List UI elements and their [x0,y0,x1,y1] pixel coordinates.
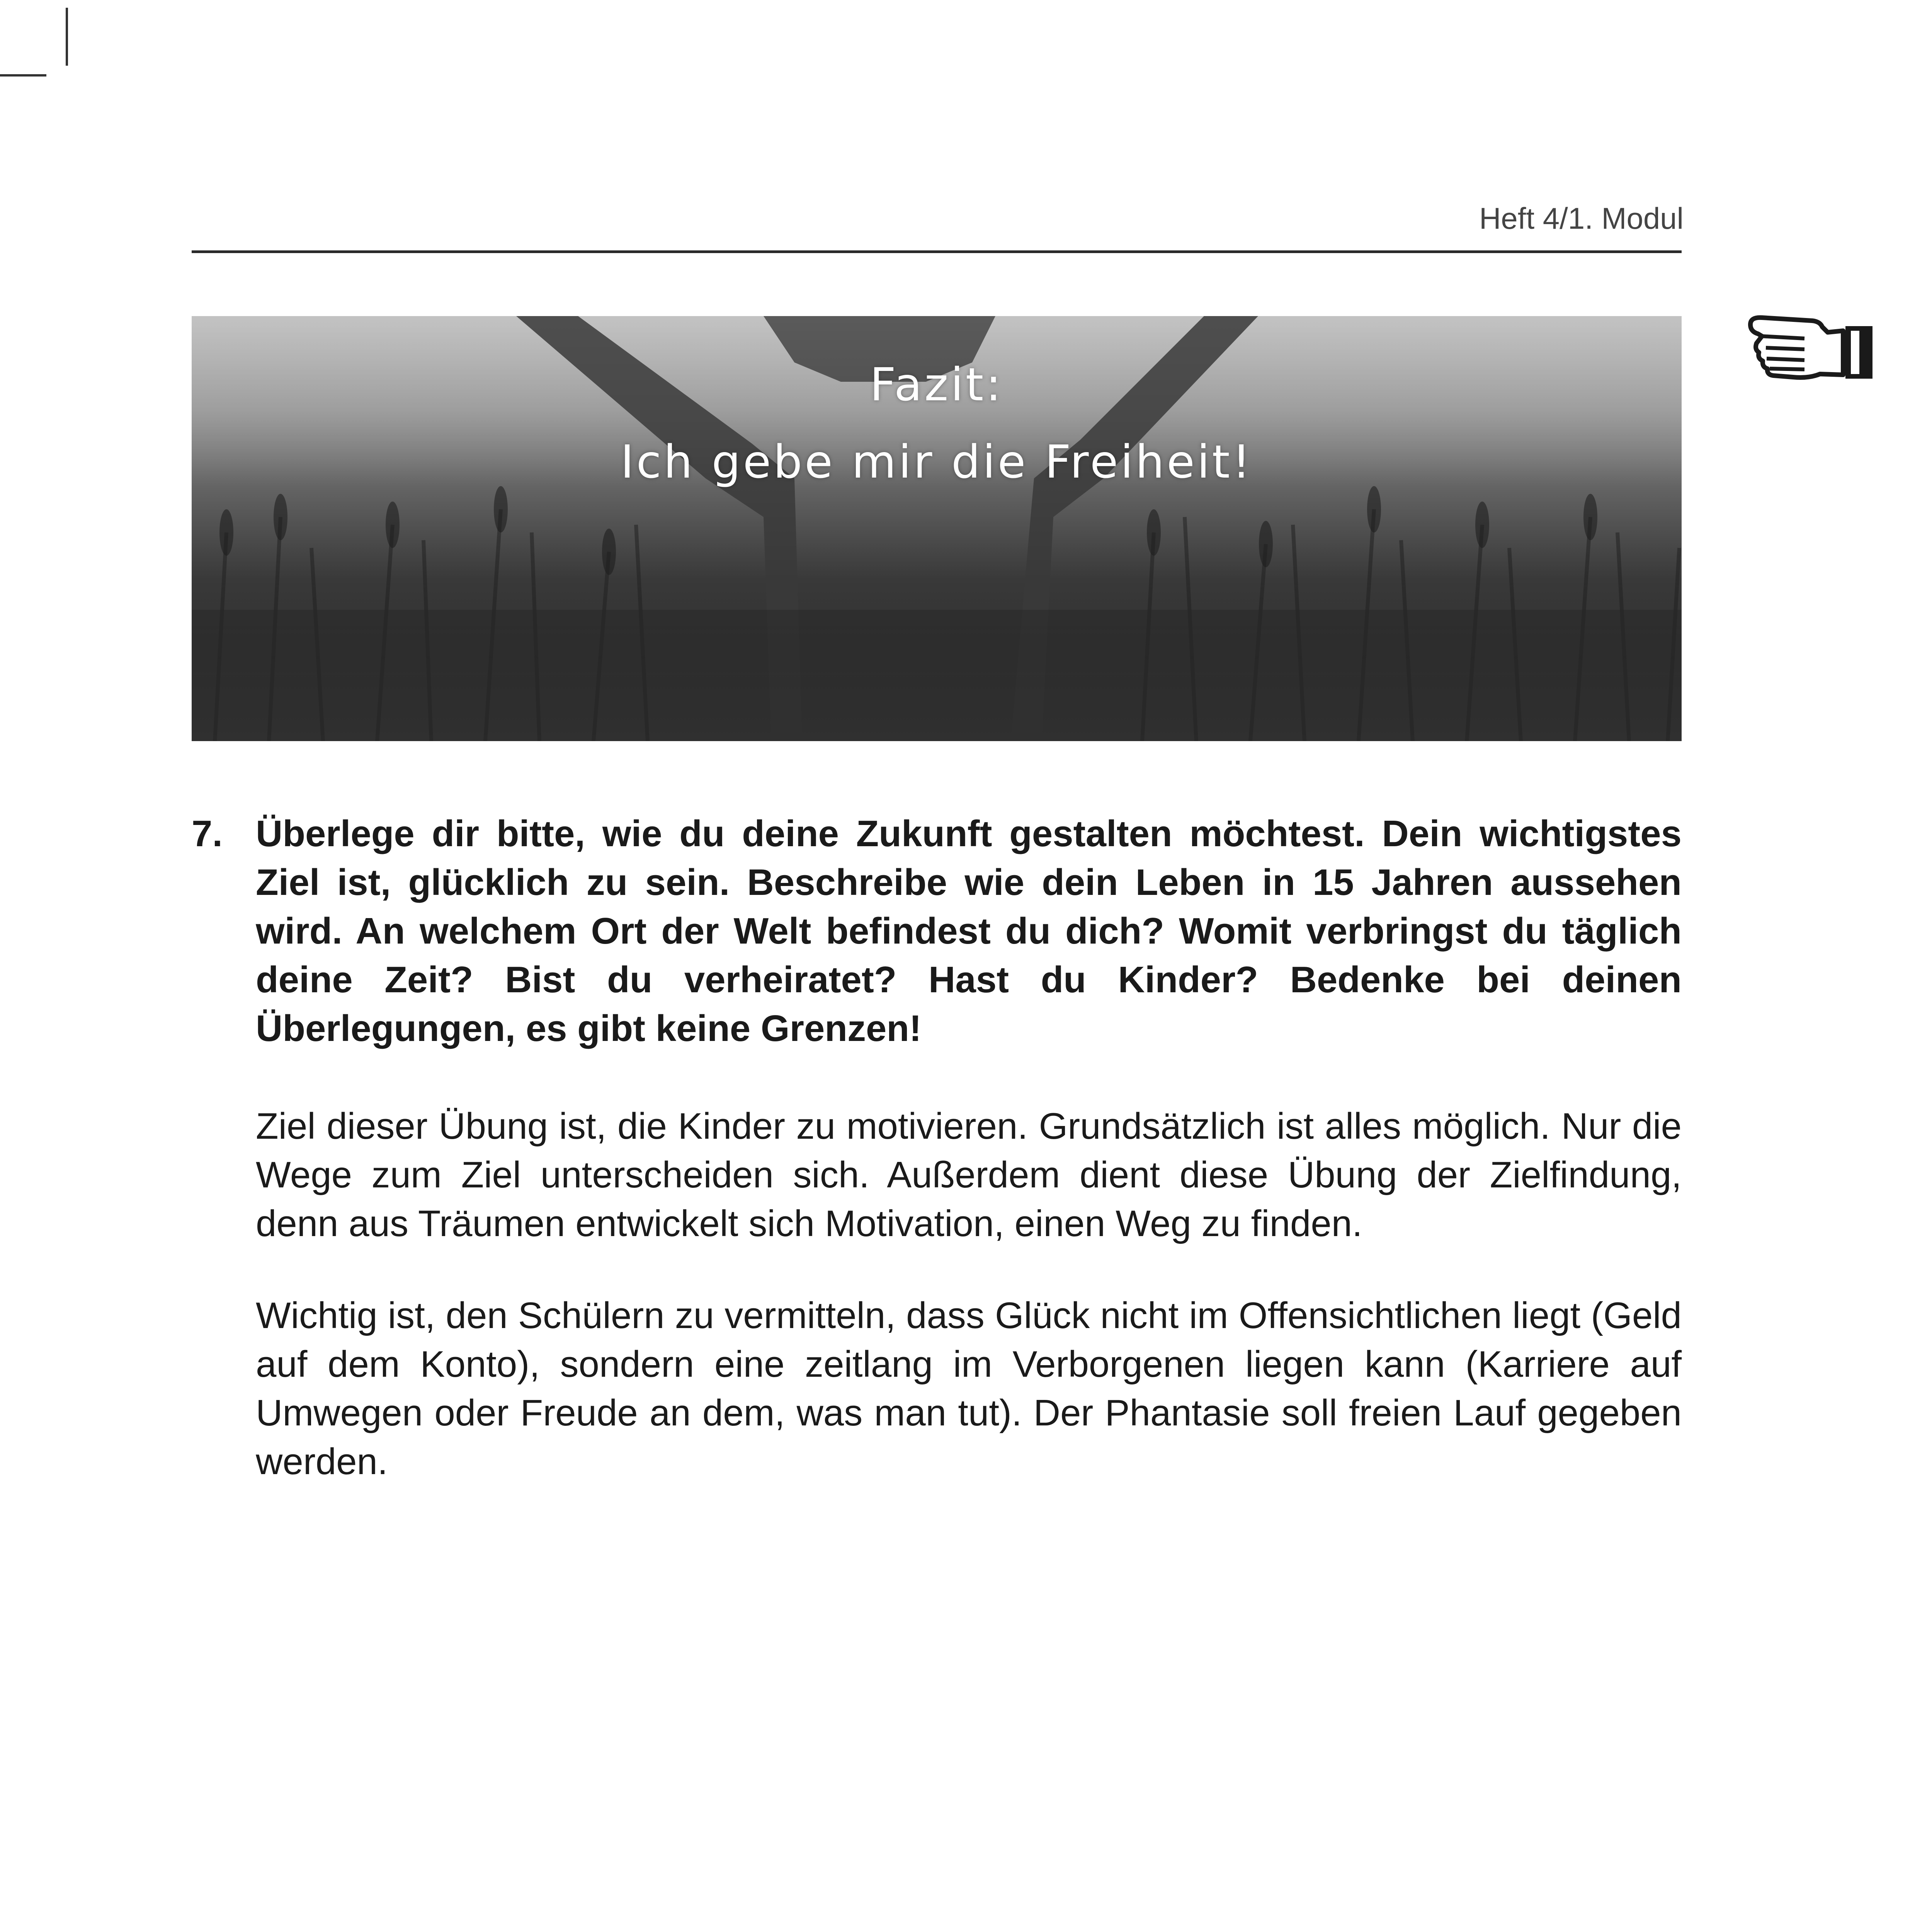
paragraph-2: Wichtig ist, den Schülern zu vermitteln, dass Glück nicht im Offensichtlichen liegt (Geld auf dem Konto), sondern eine zeitlang im Verborgenen liegen kann (Karriere auf Umwegen oder Freude an dem, was man tut). Der Phantasie soll freien Lauf gegeben werden. [256,1295,1682,1482]
crop-mark [0,74,46,77]
running-head: Heft 4/1. Modul [1479,201,1684,235]
header-rule [192,250,1682,253]
question-number: 7. [192,813,223,854]
question-7 [192,810,1682,1053]
paragraph-1: Ziel dieser Übung ist, die Kinder zu motivieren. Grundsätzlich ist alles möglich. Nur die Wege zum Ziel unterscheiden sich. Außerdem dient diese Übung der Zielfindung, denn aus Träumen entwickelt sich Motivation, einen Weg zu finden. [256,1105,1682,1244]
hero-title-line-1: Fazit: [869,358,1004,411]
hero-title-line-2: Ich gebe mir die Freiheit! [620,435,1253,488]
pointing-hand-icon [1747,309,1878,386]
crop-mark [66,8,68,66]
hero-image [192,316,1682,741]
question-text: Überlege dir bitte, wie du deine Zukunft gestalten möchtest. Dein wichtigstes Ziel ist, glücklich zu sein. Beschreibe wie dein Leben in 15 Jahren aussehen wird. An welchem Ort der Welt befindest du dich? Womit verbringst du täglich deine Zeit? Bist du verheiratet? Hast du Kinder? Bedenke bei deinen Überlegungen, es gibt keine Grenzen! [256,813,1682,1049]
